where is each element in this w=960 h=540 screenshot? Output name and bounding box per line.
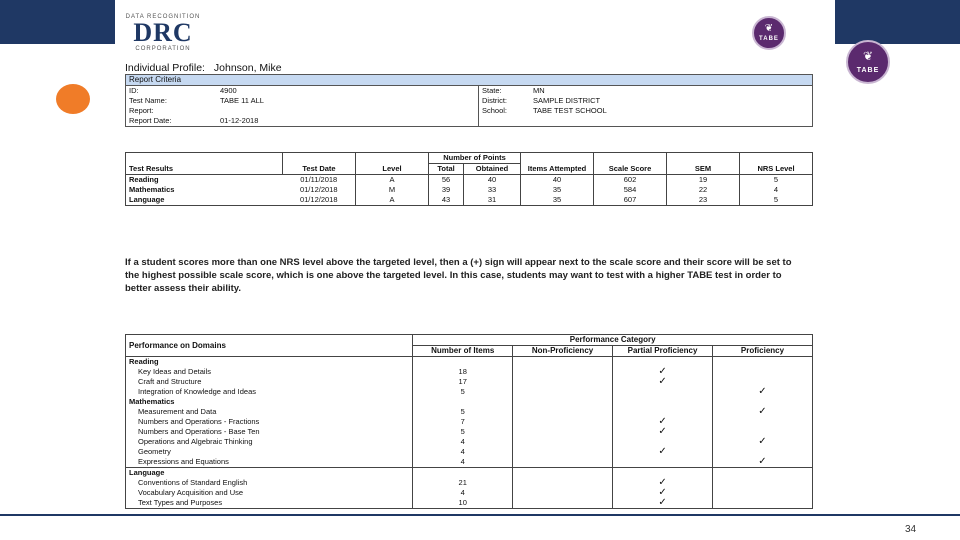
domain-label: Text Types and Purposes: [126, 498, 413, 509]
check-icon: [613, 457, 713, 468]
results-cell-level: A: [356, 195, 429, 206]
nrs-note: If a student scores more than one NRS level above the targeted level, then a (+) sign will appear next to the scale score and their score will be set to the highest possible scale score, which is one above the targeted level. In this case, students may want to test with a higher TABE test in order to better assess their ability.: [125, 257, 792, 294]
item-count: 21: [413, 478, 513, 488]
check-icon: [513, 498, 613, 509]
results-cell-total: 56: [429, 175, 464, 186]
results-cell-level: A: [356, 175, 429, 186]
domain-row: [126, 367, 813, 377]
criteria-value: 4900: [217, 86, 479, 97]
check-icon: ✓: [613, 447, 713, 457]
results-cell-date: 01/11/2018: [283, 175, 356, 186]
tabe-logo-small: ❦ TABE: [752, 16, 786, 50]
domain-group-row: [126, 397, 813, 407]
results-row: [126, 195, 813, 206]
subject-label: Mathematics: [126, 185, 283, 195]
domain-row: [126, 437, 813, 447]
test-results-table: Test Results Test Date Level Number of Points Items Attempted Scale Score SEM NRS Level Total Obtained Reading 01/11/2018 A 56 40 40 602 19 5 Mathematics 01/12/2018 M 39 33 35 584 22 4 Language 01/12/2018 A 43 31 35 607 23 5: [125, 152, 813, 206]
check-icon: [713, 417, 813, 427]
item-count: 5: [413, 427, 513, 437]
results-cell-nrs: 5: [740, 175, 813, 186]
check-icon: [513, 457, 613, 468]
results-cell-total: 43: [429, 195, 464, 206]
results-cell-obtained: 33: [464, 185, 521, 195]
check-icon: [513, 478, 613, 488]
results-cell-nrs: 5: [740, 195, 813, 206]
tabe-logo-large: ❦ TABE: [846, 40, 890, 84]
check-icon: [713, 478, 813, 488]
subject-label: Reading: [126, 175, 283, 186]
check-icon: [513, 387, 613, 397]
check-icon: ✓: [613, 367, 713, 377]
domain-row: [126, 488, 813, 498]
results-cell-sem: 23: [667, 195, 740, 206]
check-icon: [513, 468, 613, 479]
domain-label: Vocabulary Acquisition and Use: [126, 488, 413, 498]
results-cell-level: M: [356, 185, 429, 195]
tree-icon: ❦: [764, 23, 774, 34]
results-cell-sem: 22: [667, 185, 740, 195]
subject-label: Language: [126, 195, 283, 206]
criteria-label: Report:: [129, 106, 154, 115]
item-count: [413, 357, 513, 368]
results-title: Test Results: [126, 153, 283, 175]
criteria-value: MN: [533, 86, 545, 95]
domain-label: Conventions of Standard English: [126, 478, 413, 488]
check-icon: [513, 367, 613, 377]
domain-group-label: Language: [126, 468, 413, 479]
results-cell-scale: 607: [594, 195, 667, 206]
criteria-row: [126, 116, 813, 127]
criteria-label: ID:: [129, 86, 139, 95]
item-count: 17: [413, 377, 513, 387]
item-count: 4: [413, 447, 513, 457]
check-icon: [713, 357, 813, 368]
criteria-label: District:: [482, 96, 507, 105]
domain-group-row: [126, 468, 813, 479]
results-cell-scale: 584: [594, 185, 667, 195]
domains-title: Performance on Domains: [126, 335, 413, 357]
criteria-label: Report Date:: [129, 116, 172, 125]
domain-label: Key Ideas and Details: [126, 367, 413, 377]
performance-domains-table: Performance on Domains Performance Category Number of Items Non-Proficiency Partial Proficiency Proficiency Reading Key Ideas and Details 18 ✓ Craft and Structure 17 ✓ Integration of Knowledge and Ideas 5 ✓ Mathematics Measurement and Data 5 ✓ Numbers and Operations - Fractions 7 ✓ Numbers and Operations - Base Ten 5 ✓ Operations and Algebraic Thinking 4 ✓ Geometry 4 ✓ Expressions and Equations 4 ✓ Language Conventions of Standard English 21 ✓ Vocabulary Acquisition and Use 4 ✓ Text Types and Purposes 10 ✓: [125, 334, 813, 509]
tree-icon: ❦: [862, 49, 874, 63]
check-icon: [513, 397, 613, 407]
check-icon: ✓: [613, 377, 713, 387]
results-cell-attempted: 35: [521, 185, 594, 195]
results-cell-date: 01/12/2018: [283, 195, 356, 206]
domain-label: Measurement and Data: [126, 407, 413, 417]
orange-bullet-icon: [56, 84, 90, 114]
domain-label: Geometry: [126, 447, 413, 457]
domain-row: [126, 407, 813, 417]
criteria-label: State:: [482, 86, 502, 95]
criteria-value: SAMPLE DISTRICT: [533, 96, 601, 105]
results-cell-obtained: 40: [464, 175, 521, 186]
domain-label: Numbers and Operations - Base Ten: [126, 427, 413, 437]
student-name: Johnson, Mike: [213, 62, 282, 74]
check-icon: [713, 468, 813, 479]
results-cell-nrs: 4: [740, 185, 813, 195]
criteria-value: 01-12-2018: [217, 116, 479, 127]
domain-row: [126, 457, 813, 468]
domain-row: [126, 427, 813, 437]
results-cell-attempted: 35: [521, 195, 594, 206]
domain-label: Craft and Structure: [126, 377, 413, 387]
domain-row: [126, 478, 813, 488]
check-icon: [613, 397, 713, 407]
item-count: 18: [413, 367, 513, 377]
criteria-row: [126, 106, 813, 116]
results-cell-date: 01/12/2018: [283, 185, 356, 195]
check-icon: [513, 417, 613, 427]
domain-row: [126, 387, 813, 397]
domain-row: [126, 447, 813, 457]
check-icon: [513, 407, 613, 417]
check-icon: [513, 427, 613, 437]
results-cell-obtained: 31: [464, 195, 521, 206]
results-cell-sem: 19: [667, 175, 740, 186]
check-icon: ✓: [613, 478, 713, 488]
item-count: 5: [413, 387, 513, 397]
check-icon: [513, 377, 613, 387]
item-count: 4: [413, 437, 513, 447]
results-cell-scale: 602: [594, 175, 667, 186]
check-icon: ✓: [613, 498, 713, 509]
header-bar-left: [0, 0, 115, 44]
criteria-label: Test Name:: [129, 96, 167, 105]
criteria-row: [126, 86, 813, 97]
item-count: [413, 397, 513, 407]
domain-group-label: Reading: [126, 357, 413, 368]
domain-label: Expressions and Equations: [126, 457, 413, 468]
check-icon: ✓: [713, 407, 813, 417]
domain-row: [126, 417, 813, 427]
results-cell-total: 39: [429, 185, 464, 195]
item-count: 5: [413, 407, 513, 417]
criteria-value: [217, 106, 479, 116]
check-icon: ✓: [613, 488, 713, 498]
footer-line: [0, 514, 960, 516]
criteria-value: TABE TEST SCHOOL: [533, 106, 607, 115]
item-count: 4: [413, 488, 513, 498]
report-criteria-table: [125, 74, 813, 127]
check-icon: [513, 488, 613, 498]
criteria-row: [126, 96, 813, 106]
check-icon: [713, 488, 813, 498]
results-row: [126, 185, 813, 195]
profile-heading: Individual Profile: Johnson, Mike: [125, 62, 282, 74]
criteria-label: School:: [482, 106, 508, 115]
report-document: [115, 0, 835, 530]
domain-label: Numbers and Operations - Fractions: [126, 417, 413, 427]
check-icon: ✓: [713, 457, 813, 468]
check-icon: ✓: [613, 417, 713, 427]
check-icon: ✓: [713, 387, 813, 397]
results-cell-attempted: 40: [521, 175, 594, 186]
check-icon: ✓: [613, 427, 713, 437]
criteria-value: TABE 11 ALL: [217, 96, 479, 106]
check-icon: [613, 387, 713, 397]
item-count: 4: [413, 457, 513, 468]
criteria-header: Report Criteria: [126, 75, 813, 86]
check-icon: ✓: [713, 437, 813, 447]
domain-label: Integration of Knowledge and Ideas: [126, 387, 413, 397]
check-icon: [513, 447, 613, 457]
domain-group-row: [126, 357, 813, 368]
domain-row: [126, 377, 813, 387]
drc-logo: DATA RECOGNITION DRC CORPORATION: [125, 14, 201, 52]
check-icon: [513, 357, 613, 368]
check-icon: [713, 367, 813, 377]
check-icon: [513, 437, 613, 447]
item-count: [413, 468, 513, 479]
check-icon: [713, 498, 813, 509]
domain-label: Operations and Algebraic Thinking: [126, 437, 413, 447]
domain-group-label: Mathematics: [126, 397, 413, 407]
item-count: 10: [413, 498, 513, 509]
domain-row: [126, 498, 813, 509]
header-bar-right: [835, 0, 960, 44]
results-row: [126, 175, 813, 186]
page-number: 34: [905, 524, 917, 535]
item-count: 7: [413, 417, 513, 427]
